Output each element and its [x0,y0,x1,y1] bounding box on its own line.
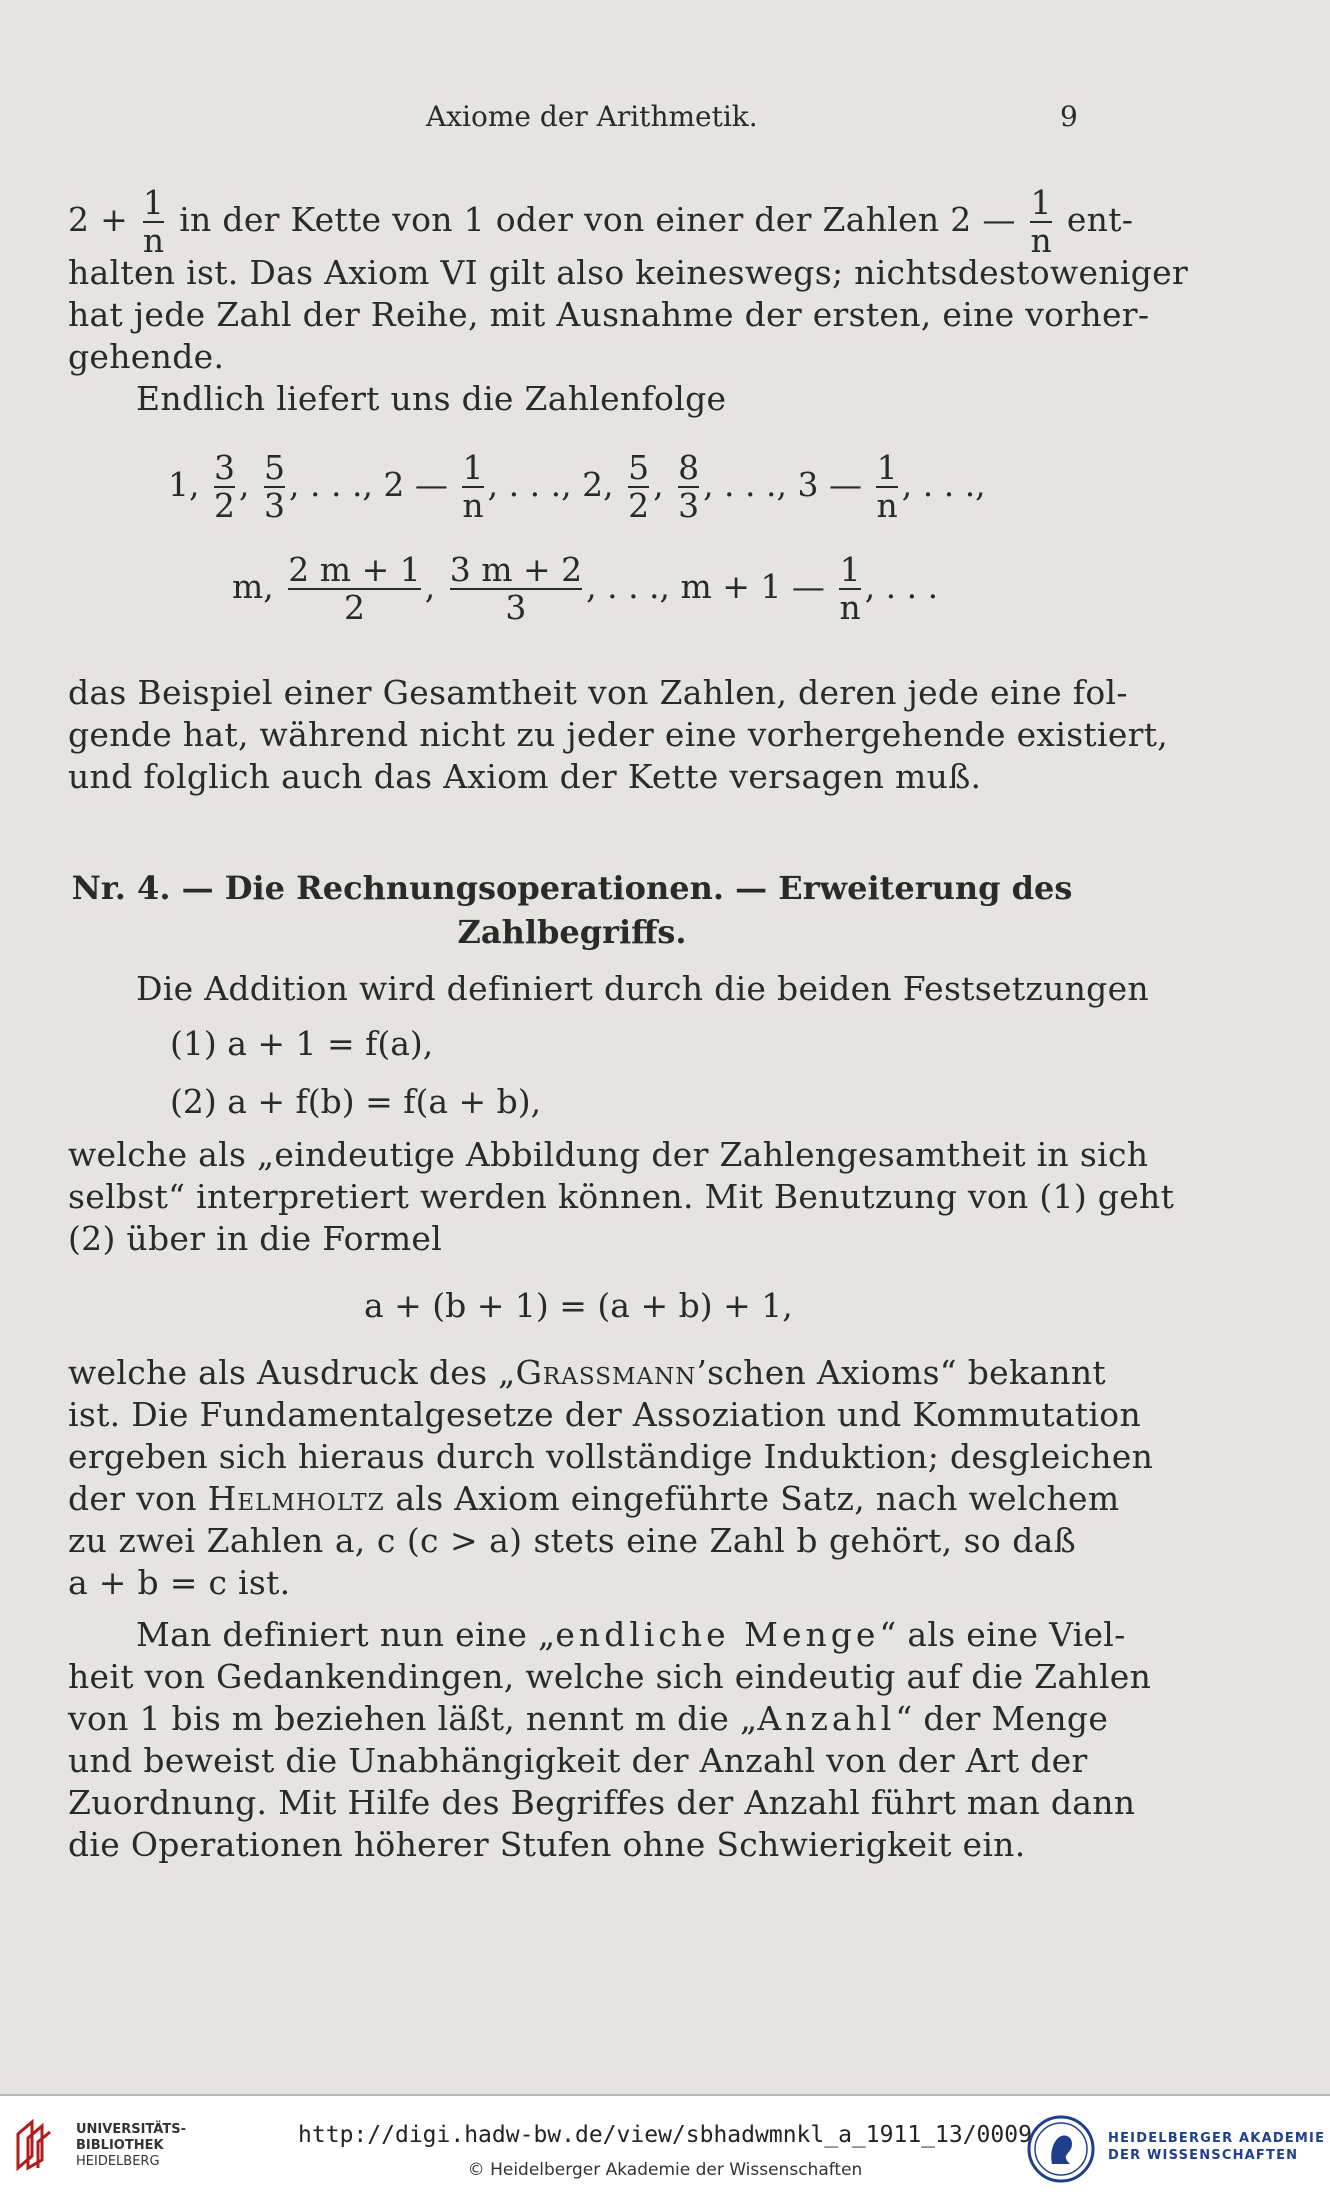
fraction-denominator: 2 [288,588,420,626]
academy-logo-text [1108,2130,1325,2164]
fraction-numerator: 1 [462,448,484,487]
text-span: als Axiom eingeführte Satz, nach welchem [395,1479,1120,1518]
text-span: “ der Menge [895,1699,1109,1738]
para1-line4: gehende. [68,337,225,376]
fraction [678,450,699,524]
fraction [450,552,582,626]
spaced-term: Anzahl [757,1699,896,1738]
fraction-denominator: 3 [678,486,700,525]
para5-line5: zu zwei Zahlen a, c (c > a) stets eine Zahl b gehört, so daß [68,1521,1076,1560]
fraction [264,450,285,524]
fraction-denominator: 2 [628,486,650,525]
para6-line1 [136,1614,1126,1656]
fraction-denominator: n [876,486,898,525]
fraction-denominator: n [142,221,165,260]
text-span: , [653,465,664,504]
equation-2: (2) a + f(b) = f(a + b), [170,1082,542,1121]
section-heading-line1: Nr. 4. — Die Rechnungsoperationen. — Erweiterung des [71,869,1073,907]
fraction-numerator: 8 [678,448,700,487]
fraction-numerator: 2 m + 1 [288,550,421,589]
para5-line2: ist. Die Fundamentalgesetze der Assoziation und Kommutation [68,1395,1142,1434]
sequence-line-1 [168,450,986,524]
logo-line: UNIVERSITÄTS- [76,2122,186,2137]
fraction-denominator: n [839,588,861,627]
logo-line: HEIDELBERG [76,2154,160,2169]
text-span: m, [232,567,274,606]
para3-line3: und folglich auch das Axiom der Kette versagen muß. [68,757,982,796]
para5-line3: ergeben sich hieraus durch vollständige Induktion; desgleichen [68,1437,1154,1476]
para5-line1 [68,1352,1106,1394]
fraction-denominator: 3 [264,486,285,525]
para4-line1: Die Addition wird definiert durch die beiden Festsetzungen [136,969,1149,1008]
para6-line6: die Operationen höherer Stufen ohne Schwierigkeit ein. [68,1825,1026,1864]
para2-line1: Endlich liefert uns die Zahlenfolge [136,379,727,418]
fraction-numerator: 1 [1030,183,1052,222]
fraction [288,552,420,626]
fraction [1030,185,1052,259]
fraction-numerator: 1 [839,550,861,589]
para5-line6: a + b = c ist. [68,1563,291,1602]
text-span: , . . ., m + 1 — [586,567,825,606]
text-span: , . . ., 2 — [289,465,448,504]
text-span: ent- [1066,200,1134,239]
fraction [839,552,860,626]
fraction [462,450,483,524]
page-number: 9 [1060,100,1078,133]
para1-line1 [68,180,1134,260]
running-title: Axiome der Arithmetik. [426,100,758,133]
logo-line: HEIDELBERGER AKADEMIE [1108,2131,1326,2146]
author-name: Helmholtz [207,1479,385,1518]
copyright-notice: © Heidelberger Akademie der Wissenschaften [467,2160,863,2180]
text-span: , . . ., [901,465,986,504]
equation-1: (1) a + 1 = f(a), [170,1024,434,1063]
fraction-numerator: 5 [264,448,285,487]
logo-line: DER WISSENSCHAFTEN [1108,2148,1299,2163]
text-span: der von [68,1479,197,1518]
fraction-denominator: n [462,486,484,525]
para1-line2: halten ist. Das Axiom VI gilt also keineswegs; nichtsdestoweniger [68,253,1189,292]
text-span: 2 + [68,200,129,239]
fraction [628,450,649,524]
text-span: welche als Ausdruck des „ [68,1353,516,1392]
fraction-denominator: 3 [450,588,582,626]
para5-line4 [68,1478,1120,1520]
text-span: , . . . [864,567,939,606]
viewer-footer [0,2094,1330,2199]
para4-line4: (2) über in die Formel [68,1219,443,1258]
fraction [143,185,165,259]
text-span: in der Kette von 1 oder von einer der Zahlen 2 — [179,200,1016,239]
para3-line2: gende hat, während nicht zu jeder eine vorhergehende existiert, [68,715,1169,754]
text-span: , . . ., 3 — [703,465,862,504]
fraction [876,450,897,524]
fraction-numerator: 5 [628,448,650,487]
fraction-numerator: 3 [214,448,235,487]
author-name: Grassmann [515,1353,697,1392]
fraction [214,450,235,524]
para6-line2: heit von Gedankendingen, welche sich eindeutig auf die Zahlen [68,1657,1152,1696]
text-span: “ als eine Viel- [879,1615,1126,1654]
para6-line4: und beweist die Unabhängigkeit der Anzahl von der Art der [68,1741,1088,1780]
text-span: 1, [168,465,200,504]
text-span: , . . ., 2, [487,465,614,504]
fraction-numerator: 3 m + 2 [449,550,583,589]
para6-line3 [68,1698,1109,1740]
spaced-term: endliche Menge [555,1615,880,1654]
text-span: von 1 bis m beziehen läßt, nennt m die „ [68,1699,758,1738]
permalink-url[interactable]: http://digi.hadw-bw.de/view/sbhadwmnkl_a_1911_13/0009 [298,2122,1032,2148]
section-heading-line2: Zahlbegriffs. [457,913,687,951]
para6-line5: Zuordnung. Mit Hilfe des Begriffes der Anzahl führt man dann [68,1783,1136,1822]
para4-line2: welche als „eindeutige Abbildung der Zahlengesamtheit in sich [68,1135,1149,1174]
para4-line3: selbst“ interpretiert werden können. Mit Benutzung von (1) geht [68,1177,1175,1216]
para3-line1: das Beispiel einer Gesamtheit von Zahlen, deren jede eine fol- [68,673,1128,712]
logo-line: BIBLIOTHEK [76,2138,164,2153]
equation-3: a + (b + 1) = (a + b) + 1, [364,1286,793,1325]
fraction-numerator: 1 [876,448,898,487]
academy-seal-icon [1026,2114,1096,2184]
fraction-numerator: 1 [142,183,165,222]
para1-line3: hat jede Zahl der Reihe, mit Ausnahme der ersten, eine vorher- [68,295,1150,334]
sequence-line-2 [232,552,938,626]
text-span: Man definiert nun eine „ [136,1615,556,1654]
fraction-denominator: n [1030,221,1053,260]
fraction-denominator: 2 [214,486,235,525]
text-span: ’schen Axioms“ bekannt [696,1353,1106,1392]
text-span: , [239,465,250,504]
text-span: , [424,567,436,606]
